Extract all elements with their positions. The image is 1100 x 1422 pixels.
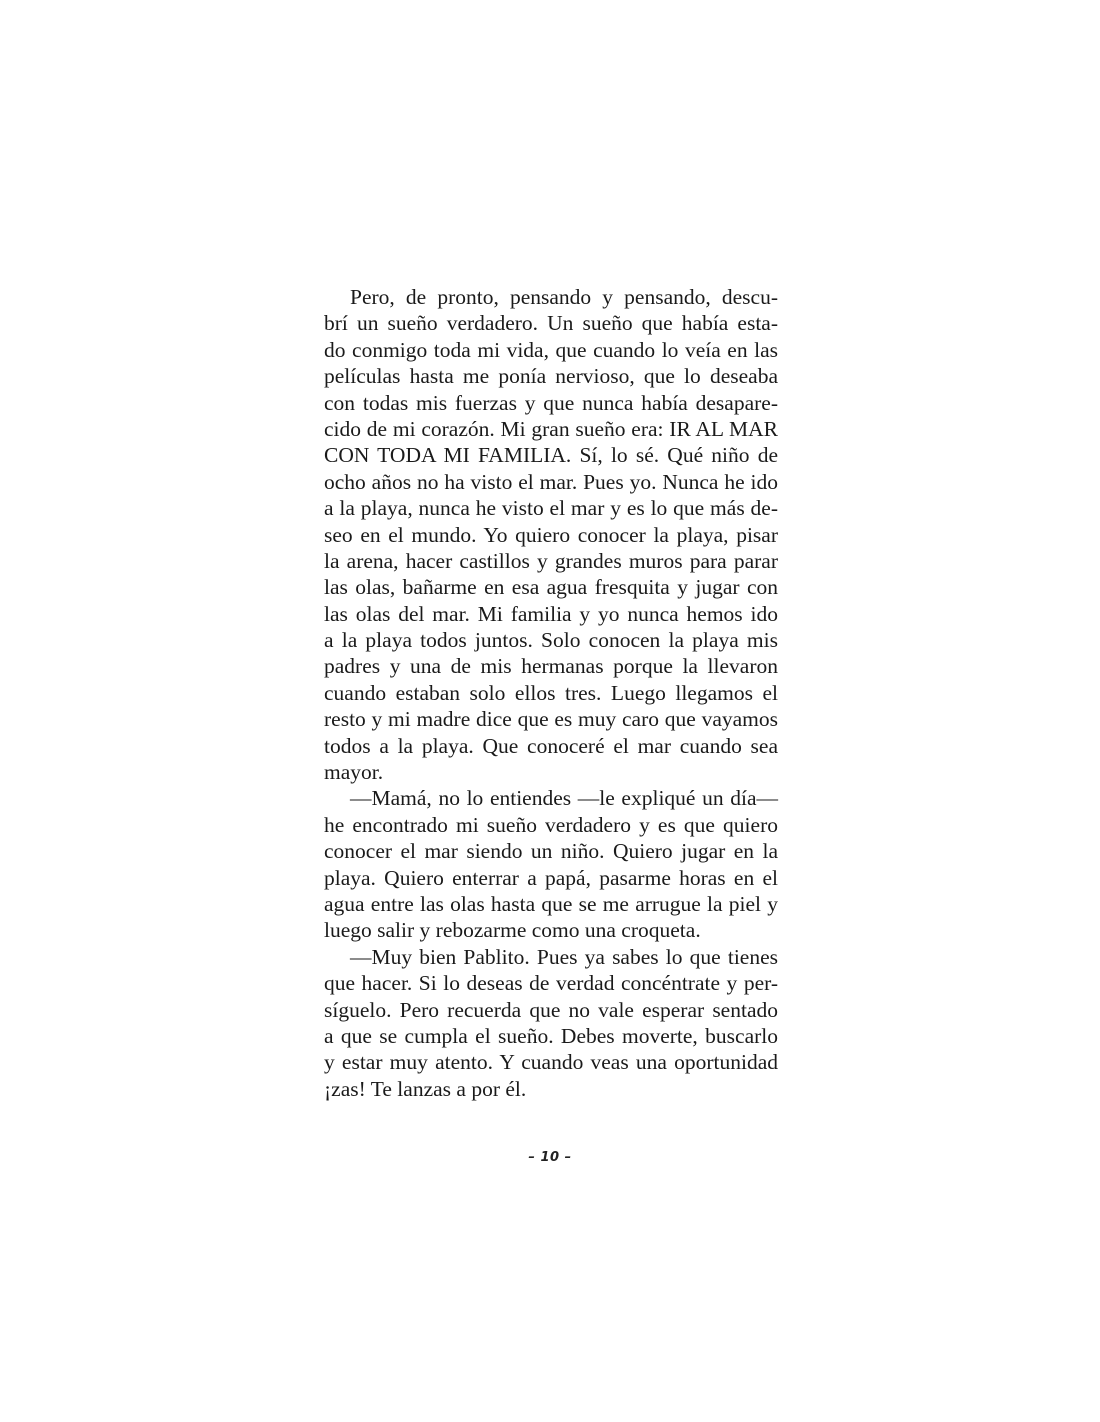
text-line: padres y una de mis hermanas porque la llevaron [324, 654, 778, 679]
text-line: he encontrado mi sueño verdadero y es que quiero [324, 812, 778, 837]
text-line: a la playa todos juntos. Solo conocen la playa mis [324, 628, 778, 653]
text-line: cido de mi corazón. Mi gran sueño era: IR AL MAR [324, 416, 778, 441]
text-line: —Mamá, no lo entiendes —le expliqué un día— [350, 786, 778, 811]
text-line: películas hasta me ponía nervioso, que lo deseaba [324, 364, 778, 389]
text-line: do conmigo toda mi vida, que cuando lo veía en las [324, 337, 778, 362]
text-line: ocho años no ha visto el mar. Pues yo. Nunca he ido [324, 469, 778, 494]
text-line: con todas mis fuerzas y que nunca había desapare- [324, 390, 778, 415]
text-line: ¡zas! Te lanzas a por él. [324, 1076, 527, 1101]
text-line: brí un sueño verdadero. Un sueño que había esta- [324, 311, 778, 336]
text-line: síguelo. Pero recuerda que no vale esperar sentado [324, 997, 778, 1022]
text-line: la arena, hacer castillos y grandes muros para parar [324, 548, 778, 573]
text-line: a que se cumpla el sueño. Debes moverte, buscarlo [324, 1023, 778, 1048]
text-line: playa. Quiero enterrar a papá, pasarme horas en el [324, 865, 778, 890]
text-line: agua entre las olas hasta que se me arrugue la piel y [324, 891, 778, 916]
text-line: y estar muy atento. Y cuando veas una oportunidad [324, 1050, 778, 1075]
text-line: a la playa, nunca he visto el mar y es lo que más de- [324, 496, 778, 521]
text-line: resto y mi madre dice que es muy caro que vayamos [324, 707, 778, 732]
text-line: —Muy bien Pablito. Pues ya sabes lo que tienes [350, 944, 778, 969]
text-line: Pero, de pronto, pensando y pensando, descu- [350, 285, 778, 309]
text-line: todos a la playa. Que conoceré el mar cuando sea [324, 733, 778, 758]
text-line: CON TODA MI FAMILIA. Sí, lo sé. Qué niño de [324, 443, 778, 468]
text-line: las olas del mar. Mi familia y yo nunca hemos ido [324, 601, 778, 626]
text-line: luego salir y rebozarme como una croqueta. [324, 918, 701, 943]
text-line: que hacer. Si lo deseas de verdad concéntrate y per- [324, 971, 778, 996]
body-text [324, 284, 778, 1102]
page-number: – 10 – [528, 1150, 572, 1165]
text-line: cuando estaban solo ellos tres. Luego llegamos el [324, 680, 778, 705]
text-line: conocer el mar siendo un niño. Quiero jugar en la [324, 839, 778, 864]
text-line: las olas, bañarme en esa agua fresquita y jugar con [324, 575, 778, 600]
text-line: mayor. [324, 760, 384, 785]
text-line: seo en el mundo. Yo quiero conocer la playa, pisar [324, 522, 778, 547]
